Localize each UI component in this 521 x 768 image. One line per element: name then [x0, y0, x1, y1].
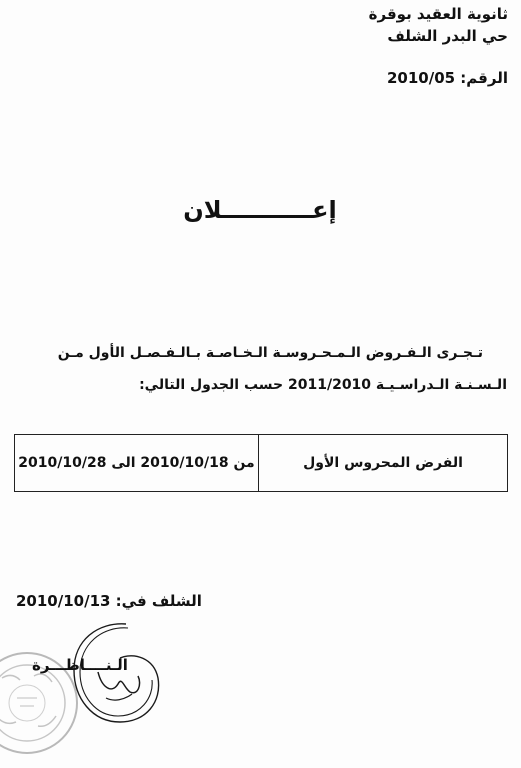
district-name: حي البدر الشلف [387, 27, 508, 45]
announcement-title: إعـــــــــــلان [183, 196, 337, 224]
announcement-body-line-1: تـجـرى الـفـروض الـمـحـروسـة الـخـاصـة بـالـفـصـل الأول مـن [57, 345, 483, 361]
handwritten-signature [68, 618, 168, 730]
reference-number: الرقم: 2010/05 [386, 69, 508, 87]
place-and-date: الشلف في: 2010/10/13 [16, 592, 202, 610]
schedule-test-period: من 2010/10/18 الى 2010/10/28 [18, 455, 255, 471]
schedule-test-name: الفرض المحروس الأول [258, 435, 507, 491]
school-name: ثانوية العقيد بوقرة [368, 5, 508, 23]
announcement-body-line-2: الـسـنـة الـدراسـيـة 2011/2010 حسب الجدول التالي: [139, 377, 507, 393]
schedule-table [14, 434, 508, 492]
principal-signature-label: الـنــــاظـــرة [32, 656, 128, 674]
